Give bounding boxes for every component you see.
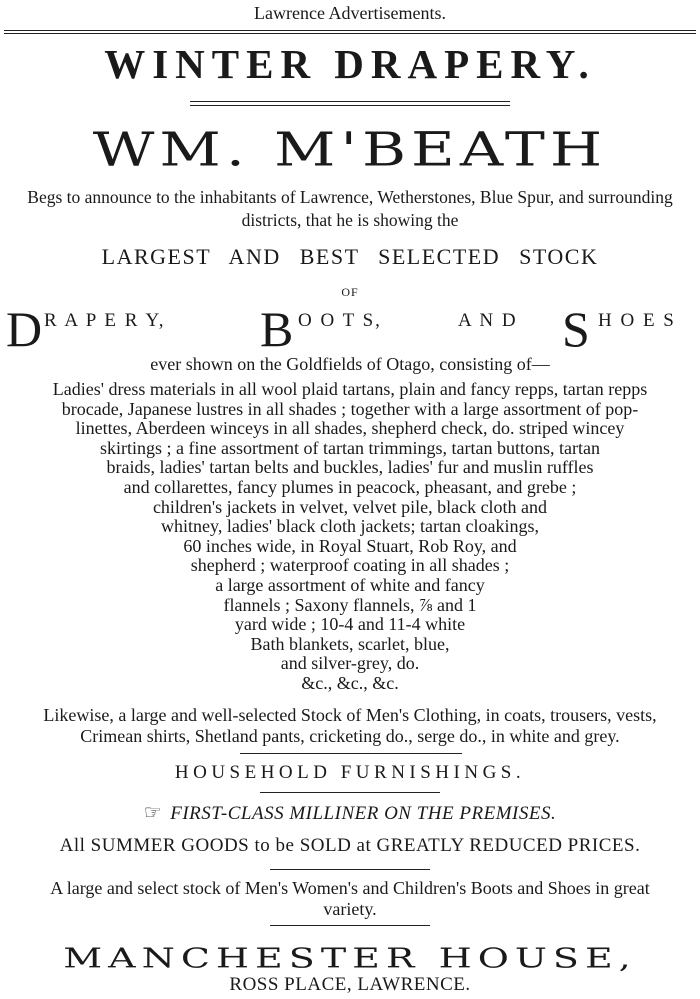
drapery-initial: D (6, 301, 43, 357)
shoes-rest: H O E S (598, 310, 676, 331)
description-line: Bath blankets, scarlet, blue, (250, 633, 450, 654)
boots-initial: B (260, 301, 294, 357)
address: ROSS PLACE, LAWRENCE. (229, 974, 471, 995)
category-line (6, 298, 696, 357)
house-name: MANCHESTER HOUSE, (63, 942, 637, 974)
divider-rule (240, 753, 462, 754)
divider-rule (260, 792, 440, 793)
of-label: OF (341, 285, 359, 299)
clothing-line: Crimean shirts, Shetland pants, cricketing do., serge do., in white and grey. (80, 726, 620, 746)
description-line: linettes, Aberdeen winceys in all shades, shepherd check, do. striped wincey (75, 418, 625, 439)
description-line: and collarettes, fancy plumes in peacock, pheasant, and grebe ; (123, 476, 577, 497)
divider-rule (270, 869, 430, 870)
merchant-name: WM. M'BEATH (92, 122, 608, 178)
description-line: 60 inches wide, in Royal Stuart, Rob Roy, and (183, 535, 517, 556)
announcement: Begs to announce to the inhabitants of Lawrence, Wetherstones, Blue Spur, and surrounding districts, that he is showing the (27, 187, 673, 230)
milliner-line (0, 800, 700, 825)
summer-goods-line: All SUMMER GOODS to be SOLD at GREATLY REDUCED PRICES. (59, 835, 641, 856)
description-line: skirtings ; a fine assortment of tartan trimmings, tartan buttons, tartan (100, 437, 600, 458)
header-rule (4, 30, 696, 34)
boots-shoes-paragraph (0, 878, 700, 920)
boots-rest: O O T S, (298, 310, 382, 331)
description-line: a large assortment of white and fancy (215, 574, 485, 595)
drapery-rest: R A P E R Y, (44, 310, 166, 331)
headline: WINTER DRAPERY. (104, 41, 596, 87)
description-line: Ladies' dress materials in all wool plaid tartans, plain and fancy repps, tartan repps (52, 379, 648, 399)
stock-description (0, 380, 700, 694)
clothing-paragraph (0, 705, 700, 747)
description-line: shepherd ; waterproof coating in all shades ; (190, 555, 510, 576)
description-line: yard wide ; 10-4 and 11-4 white (234, 614, 466, 635)
page-header: Lawrence Advertisements. (254, 3, 446, 23)
boots-shoes-line: A large and select stock of Men's Women's and Children's Boots and Shoes in great (50, 878, 650, 898)
boots-shoes-line: variety. (323, 899, 377, 919)
shown-line: ever shown on the Goldfields of Otago, consisting of— (150, 354, 550, 374)
description-line: flannels ; Saxony flannels, ⅞ and 1 (223, 594, 477, 615)
description-line: brocade, Japanese lustres in all shades ; together with a large assortment of pop- (61, 398, 639, 419)
description-line: children's jackets in velvet, velvet pile, black cloth and (152, 496, 548, 517)
divider-rule (270, 925, 430, 926)
and-word: A N D (458, 310, 518, 331)
clothing-line: Likewise, a large and well-selected Stock of Men's Clothing, in coats, trousers, vests, (43, 705, 657, 725)
stock-line: LARGEST AND BEST SELECTED STOCK (101, 244, 599, 269)
pointing-hand-icon: ☞ (143, 802, 163, 824)
description-line: braids, ladies' tartan belts and buckles, ladies' fur and muslin ruffles (106, 457, 594, 478)
description-line: whitney, ladies' black cloth jackets; tartan cloakings, (161, 516, 539, 537)
household-heading: HOUSEHOLD FURNISHINGS. (174, 762, 526, 783)
description-line: and silver-grey, do. (280, 653, 420, 674)
milliner-text: FIRST-CLASS MILLINER ON THE PREMISES. (170, 803, 557, 824)
headline-rule (190, 101, 510, 106)
shoes-initial: S (562, 301, 590, 357)
description-line: &c., &c., &c. (301, 672, 399, 693)
